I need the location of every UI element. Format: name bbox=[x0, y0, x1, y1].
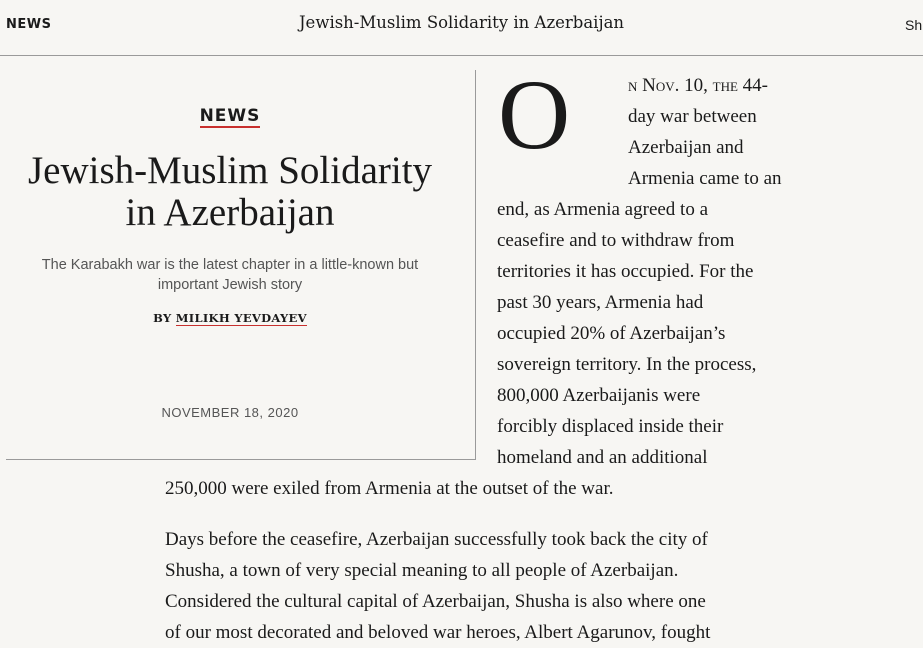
headline-line-1: Jewish-Muslim Solidarity bbox=[27, 149, 433, 192]
lead-in-rest: 44- bbox=[737, 75, 768, 96]
author-link[interactable]: MILIKH YEVDAYEV bbox=[175, 311, 307, 325]
body-line: of our most decorated and beloved war heroes, Albert Agarunov, fought bbox=[165, 622, 711, 643]
dek-line-2: important Jewish story bbox=[157, 277, 303, 293]
headline-line-2: in Azerbaijan bbox=[125, 191, 335, 234]
body-line: Considered the cultural capital of Azerbaijan, Shusha is also where one bbox=[165, 591, 706, 612]
body-line: Shusha, a town of very special meaning to all people of Azerbaijan. bbox=[165, 560, 679, 581]
body-line: day war between bbox=[628, 106, 757, 127]
subheadline bbox=[6, 255, 454, 295]
headline bbox=[6, 150, 454, 234]
publish-date: NOVEMBER 18, 2020 bbox=[161, 405, 299, 420]
body-line: 250,000 were exiled from Armenia at the outset of the war. bbox=[165, 478, 614, 499]
sticky-article-title: Jewish-Muslim Solidarity in Azerbaijan bbox=[298, 13, 625, 32]
body-line: homeland and an additional bbox=[497, 447, 708, 468]
body-line: past 30 years, Armenia had bbox=[497, 292, 704, 313]
byline bbox=[6, 311, 454, 325]
kicker bbox=[6, 106, 454, 126]
top-bar bbox=[0, 0, 923, 56]
lead-in-caps: n Nov. 10, the bbox=[628, 75, 738, 96]
share-button[interactable]: Sh bbox=[905, 17, 923, 33]
body-line: occupied 20% of Azerbaijan’s bbox=[497, 323, 726, 344]
body-line: Armenia came to an bbox=[628, 168, 782, 189]
body-line: end, as Armenia agreed to a bbox=[497, 199, 709, 220]
body-line: Days before the ceasefire, Azerbaijan successfully took back the city of bbox=[165, 529, 708, 550]
dek-line-1: The Karabakh war is the latest chapter in a little-known but bbox=[41, 257, 419, 273]
body-line bbox=[628, 70, 768, 101]
body-line: 800,000 Azerbaijanis were bbox=[497, 385, 701, 406]
byline-prefix: BY bbox=[153, 311, 172, 325]
body-line: ceasefire and to withdraw from bbox=[497, 230, 735, 251]
article-header bbox=[6, 70, 476, 460]
body-line: sovereign territory. In the process, bbox=[497, 354, 757, 375]
body-line: forcibly displaced inside their bbox=[497, 416, 724, 437]
section-link[interactable]: NEWS bbox=[6, 17, 52, 32]
body-line: territories it has occupied. For the bbox=[497, 261, 754, 282]
kicker-link[interactable]: NEWS bbox=[199, 106, 261, 126]
body-line: Azerbaijan and bbox=[628, 137, 744, 158]
drop-cap: O bbox=[498, 59, 571, 170]
